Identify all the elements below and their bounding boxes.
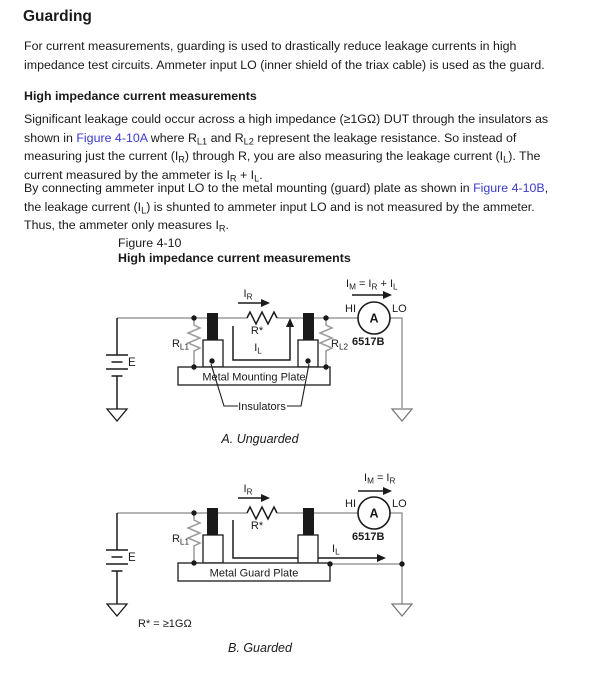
insulator-post-right-base bbox=[298, 535, 318, 563]
model-label: 6517B bbox=[352, 336, 385, 348]
diagram-b-guarded bbox=[0, 455, 607, 681]
lo-terminal-label: LO bbox=[392, 498, 407, 510]
junction-dot bbox=[323, 364, 328, 369]
junction-dot bbox=[323, 315, 328, 320]
source-label: E bbox=[128, 357, 136, 369]
figure-link[interactable]: Figure 4-10A bbox=[76, 130, 148, 145]
junction-dot bbox=[191, 560, 196, 565]
resistor-rstar bbox=[247, 312, 277, 324]
im-formula: $I_M = I_R$ bbox=[364, 472, 396, 486]
subscript: L bbox=[503, 154, 509, 165]
rl1-label: $R_{L1}$ bbox=[171, 533, 189, 547]
insulator-post-left-base bbox=[203, 535, 223, 563]
rstar-label: R* bbox=[250, 520, 264, 532]
page-title: Guarding bbox=[23, 8, 92, 25]
plate-label: Metal Guard Plate bbox=[209, 567, 299, 580]
paragraph-leakage: Significant leakage could occur across a high impedance (≥1GΩ) DUT through the insulators as shown in Figure 4-10A where $R_{L1}$ and $R_{L2}$ represent the leakage resistance. So instead of measuring just the current $(I_R)$ through R, you are also measuring the leakage current $(I_L)$. The current measured by the ammeter is $I_R + I_L$. bbox=[24, 112, 549, 184]
rl2-label: $R_{L2}$ bbox=[331, 338, 349, 352]
subscript: R bbox=[218, 223, 226, 234]
subscript: L bbox=[254, 173, 260, 184]
insulator-post-right-top bbox=[303, 313, 314, 340]
ir-label: $I_R$ bbox=[243, 288, 253, 302]
im-arrowhead bbox=[383, 291, 392, 299]
paragraph-guarding-intro: For current measurements, guarding is used to drastically reduce leakage currents in high impedance test circuits. Ammeter input LO (inner shield of the triax cable) is used as the guard. bbox=[24, 39, 545, 72]
ground-symbol-right bbox=[392, 409, 412, 421]
insulator-post-left-top bbox=[207, 313, 218, 340]
junction-dot bbox=[327, 561, 332, 566]
subscript: L1 bbox=[196, 136, 208, 147]
il-arrowhead bbox=[377, 554, 386, 562]
source-label: E bbox=[128, 552, 136, 564]
figure-caption bbox=[118, 236, 351, 266]
ir-arrowhead bbox=[261, 299, 270, 307]
paragraph-guard-plate: By connecting ammeter input LO to the metal mounting (guard) plate as shown in Figure 4-10B, the leakage current $(I_L)$ is shunted to ammeter input LO and is not measured by the ammeter. Thus, the ammeter only measures $I_R$. bbox=[24, 181, 549, 234]
rl1-label: $R_{L1}$ bbox=[171, 338, 189, 352]
resistor-rstar bbox=[247, 507, 277, 519]
hi-terminal-label: HI bbox=[345, 498, 356, 510]
rstar-note: R* = ≥1GΩ bbox=[138, 618, 192, 630]
figure-title: High impedance current measurements bbox=[118, 250, 351, 265]
il-label: $I_L$ bbox=[332, 543, 340, 557]
subfigure-a-caption: A. Unguarded bbox=[221, 432, 299, 446]
wire-lo-down bbox=[390, 318, 402, 408]
insulator-dot-left bbox=[209, 358, 214, 363]
hi-terminal-label: HI bbox=[345, 303, 356, 315]
figure-link[interactable]: Figure 4-10B bbox=[473, 181, 545, 195]
subscript: L2 bbox=[243, 136, 254, 147]
ammeter-letter: A bbox=[369, 506, 379, 521]
rstar-label: R* bbox=[250, 325, 264, 337]
il-label: $I_L$ bbox=[254, 342, 262, 356]
subscript: R bbox=[178, 154, 185, 165]
junction-dot bbox=[191, 510, 196, 515]
diagram-a-unguarded bbox=[0, 268, 607, 454]
ammeter-letter: A bbox=[369, 311, 379, 326]
subfigure-b-caption: B. Guarded bbox=[228, 641, 292, 655]
insulator-post-left-top bbox=[207, 508, 218, 535]
plate-label: Metal Mounting Plate bbox=[202, 371, 306, 384]
resistor-rl1 bbox=[188, 513, 200, 563]
junction-dot bbox=[191, 364, 196, 369]
im-formula: $I_M = I_R + I_L$ bbox=[346, 278, 398, 292]
ir-arrowhead bbox=[261, 494, 270, 502]
model-label: 6517B bbox=[352, 531, 385, 543]
lo-terminal-label: LO bbox=[392, 303, 407, 315]
ir-label: $I_R$ bbox=[243, 483, 253, 497]
insulators-label: Insulators bbox=[238, 401, 286, 413]
junction-dot bbox=[399, 561, 404, 566]
figure-number: Figure 4-10 bbox=[118, 236, 182, 250]
ground-symbol-right bbox=[392, 604, 412, 616]
wire-lo-down bbox=[390, 513, 402, 604]
resistor-rl1 bbox=[188, 318, 200, 367]
insulator-dot-right bbox=[305, 358, 310, 363]
ground-symbol-left bbox=[107, 409, 127, 421]
insulator-post-right-top bbox=[303, 508, 314, 535]
subscript: R bbox=[229, 173, 237, 184]
im-arrowhead bbox=[383, 487, 392, 495]
section-heading: High impedance current measurements bbox=[24, 89, 257, 103]
ground-symbol-left bbox=[107, 604, 127, 616]
il-arrowhead bbox=[286, 318, 294, 327]
battery-symbol bbox=[106, 550, 128, 571]
subscript: L bbox=[141, 205, 147, 216]
junction-dot bbox=[191, 315, 196, 320]
battery-symbol bbox=[106, 355, 128, 376]
